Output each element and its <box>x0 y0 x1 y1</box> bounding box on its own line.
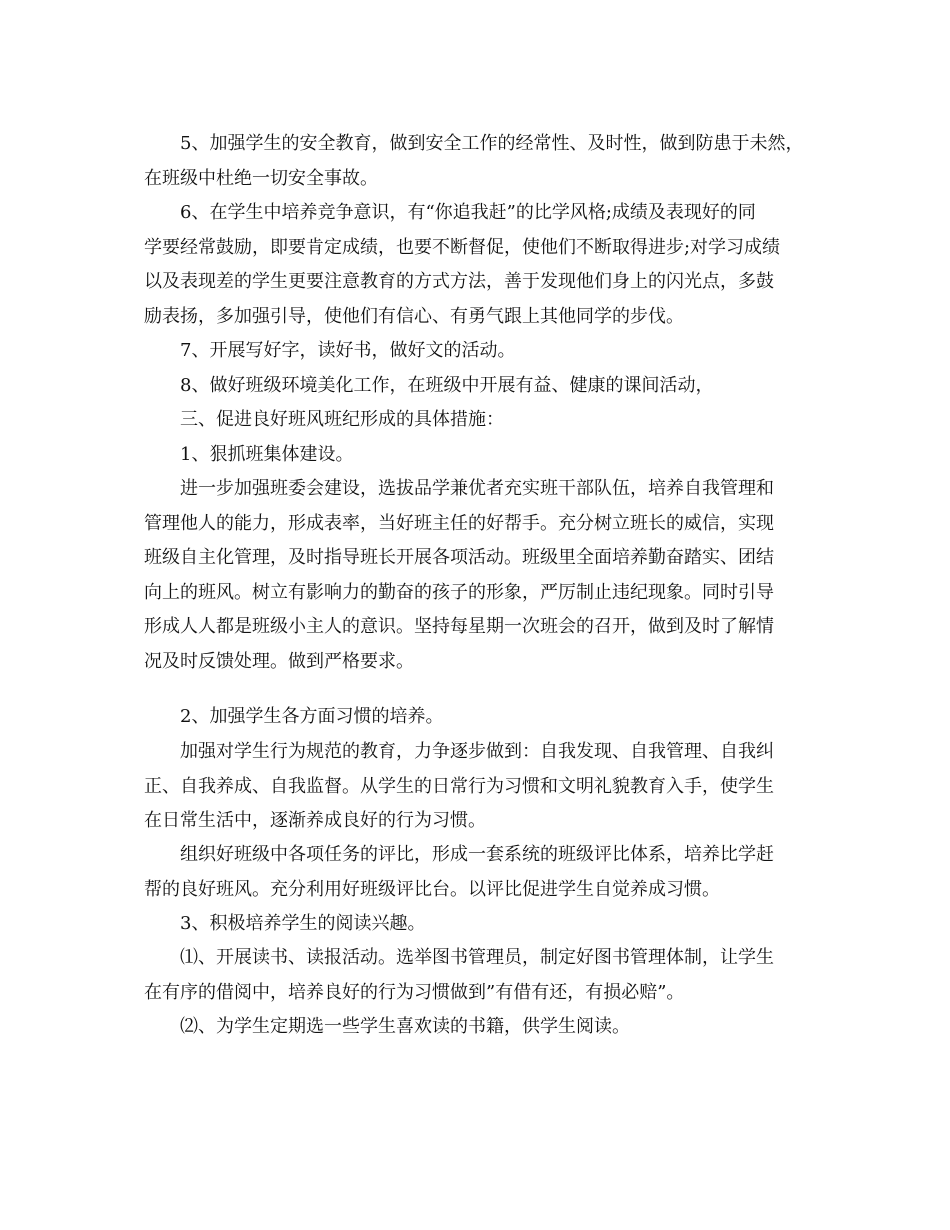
text-line: 3、积极培养学生的阅读兴趣。 <box>180 913 426 934</box>
section-heading-measures <box>144 403 504 438</box>
text-line: 组织好班级中各项任务的评比，形成一套系统的班级评比体系，培养比学赶 <box>180 844 774 865</box>
text-line: 管理他人的能力，形成表率，当好班主任的好帮手。充分树立班长的威信，实现 <box>144 512 774 534</box>
text-line: ⑴、开展读书、读报活动。选举图书管理员，制定好图书管理体制，让学生 <box>180 947 774 968</box>
paragraph-writing-reading-activity <box>144 334 515 369</box>
text-line: 以及表现差的学生更要注意教育的方式方法，善于发现他们身上的闪光点，多鼓 <box>144 271 774 292</box>
text-line: 形成人人都是班级小主人的意识。坚持每星期一次班会的召开，做到及时了解情 <box>144 616 774 637</box>
text-line: 励表扬，多加强引导，使他们有信心、有勇气跟上其他同学的步伐。 <box>144 305 684 327</box>
text-line: ⑵、为学生定期选一些学生喜欢读的书籍，供学生阅读。 <box>180 1016 630 1037</box>
text-line: 学要经常鼓励，即要肯定成绩，也要不断督促，使他们不断取得进步;对学习成绩 <box>144 236 781 258</box>
paragraph-reading-activity <box>144 941 774 1010</box>
text-line: 7、开展写好字，读好书，做好文的活动。 <box>180 340 516 361</box>
paragraph-competition-awareness <box>144 196 780 334</box>
text-line: 1、狠抓班集体建设。 <box>180 444 354 465</box>
paragraph-class-committee <box>144 472 774 679</box>
paragraph-behavior-norms <box>144 735 774 839</box>
text-line: 进一步加强班委会建设，选拔品学兼优者充实班干部队伍，培养自我管理和 <box>180 478 774 499</box>
subheading-habit-training <box>144 700 443 735</box>
text-line: 三、促进良好班风班纪形成的具体措施： <box>180 409 504 430</box>
text-line: 在班级中杜绝一切安全事故。 <box>144 167 378 189</box>
text-line: 8、做好班级环境美化工作，在班级中开展有益、健康的课间活动， <box>180 375 714 396</box>
text-line: 5、加强学生的安全教育，做到安全工作的经常性、及时性，做到防患于未然， <box>180 133 804 154</box>
text-line: 正、自我养成、自我监督。从学生的日常行为习惯和文明礼貌教育入手，使学生 <box>144 775 774 797</box>
paragraph-safety-education <box>144 127 803 196</box>
text-line: 6、在学生中培养竞争意识，有“你追我赶”的比学风格;成绩及表现好的同 <box>180 202 756 223</box>
text-line: 在有序的借阅中，培养良好的行为习惯做到”有借有还，有损必赔”。 <box>144 981 685 1003</box>
subheading-class-collective <box>144 438 353 473</box>
text-line: 向上的班风。树立有影响力的勤奋的孩子的形象，严厉制止违纪现象。同时引导 <box>144 581 774 603</box>
text-line: 班级自主化管理，及时指导班长开展各项活动。班级里全面培养勤奋踏实、团结 <box>144 547 774 568</box>
paragraph-class-evaluation <box>144 838 774 907</box>
text-line: 加强对学生行为规范的教育，力争逐步做到：自我发现、自我管理、自我纠 <box>180 741 774 762</box>
paragraph-book-selection <box>144 1010 630 1045</box>
text-line: 在日常生活中，逐渐养成良好的行为习惯。 <box>144 810 486 831</box>
subheading-reading-interest <box>144 907 425 942</box>
text-line: 帮的良好班风。充分利用好班级评比台。以评比促进学生自觉养成习惯。 <box>144 878 720 900</box>
text-line: 况及时反馈处理。做到严格要求。 <box>144 650 414 672</box>
paragraph-class-environment <box>144 369 713 404</box>
text-line: 2、加强学生各方面习惯的培养。 <box>180 706 444 727</box>
